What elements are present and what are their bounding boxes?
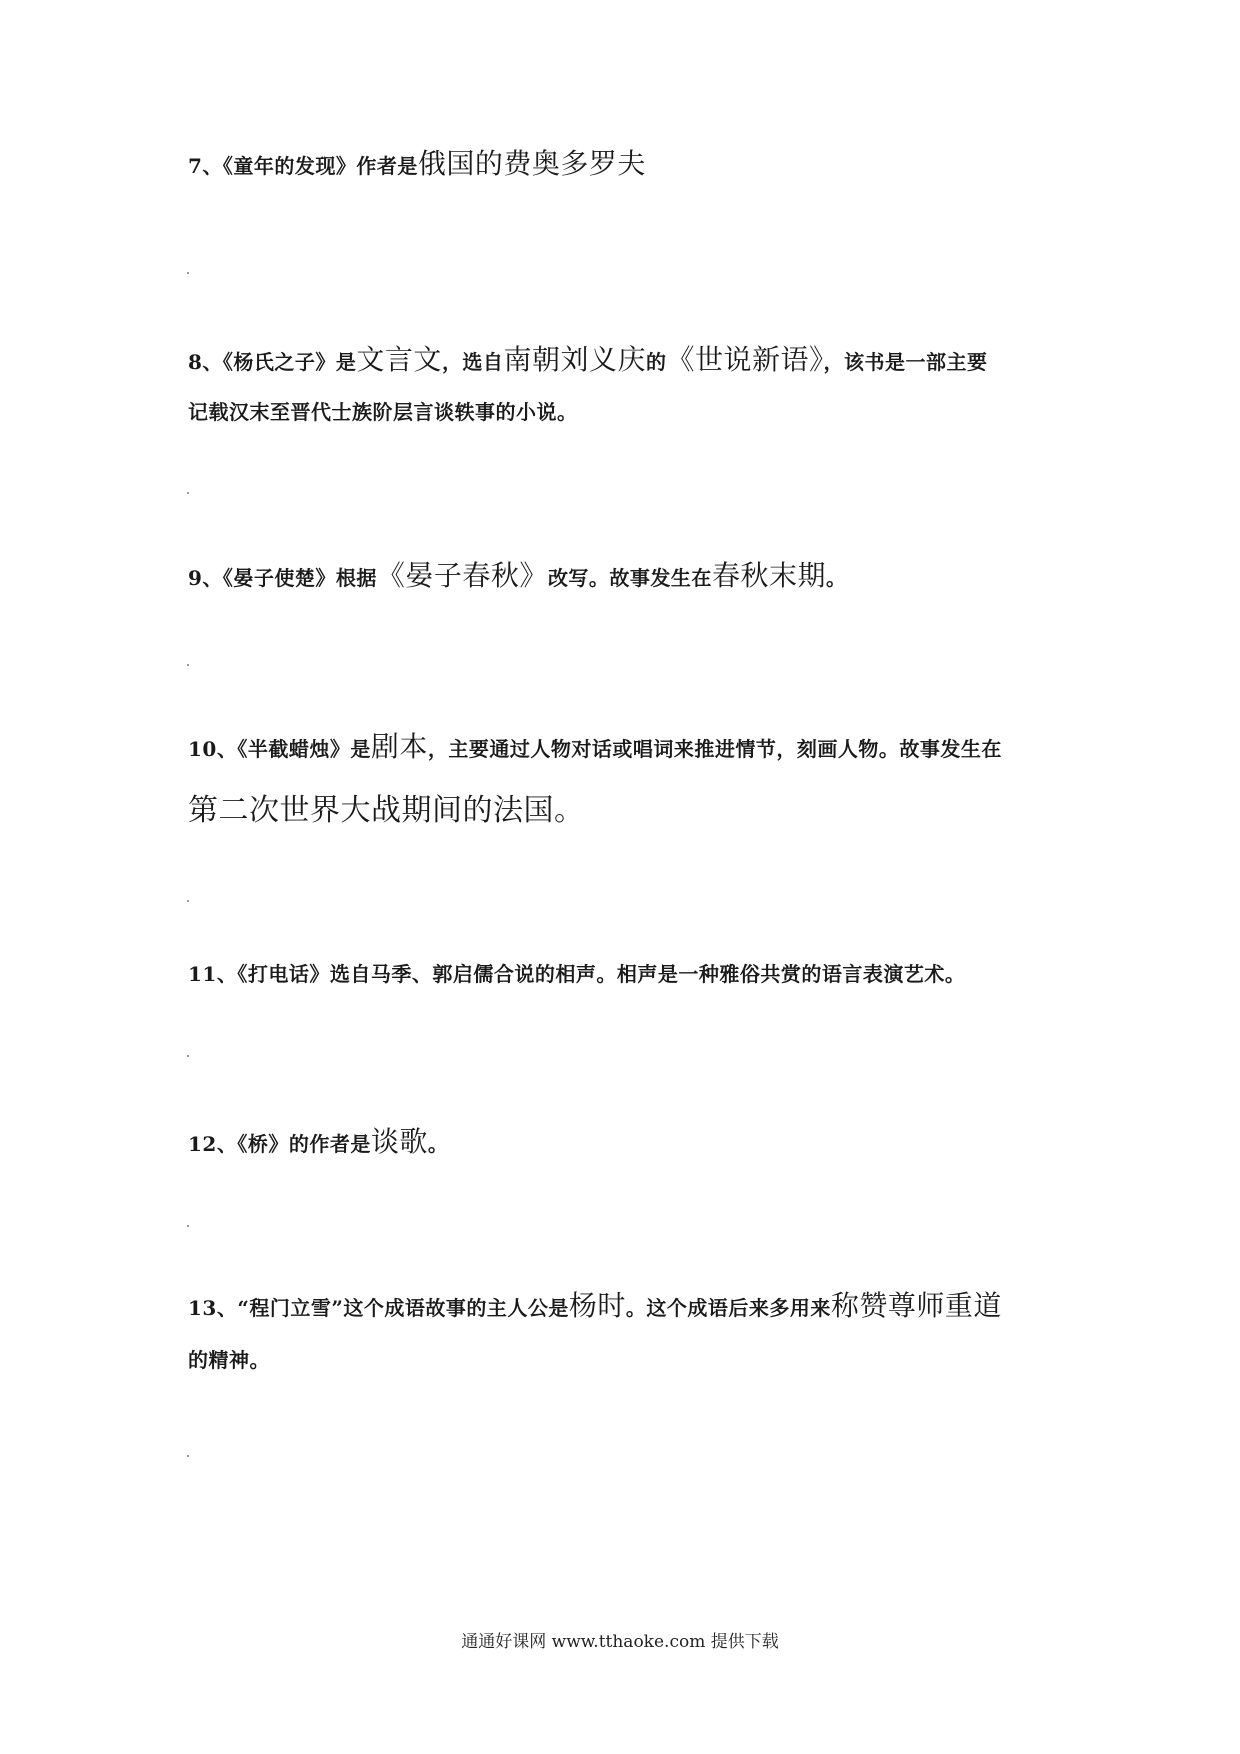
blank-line-marker [187,900,189,902]
item-13-mid1: 。这个成语后来多用来 [625,1296,831,1320]
item-7-prefix: 7、《童年的发现》作者是 [188,154,418,178]
item-8-mid1: ，选自 [441,350,504,374]
blank-line-marker [187,272,189,274]
item-10-prefix: 10、《半截蜡烛》是 [188,737,371,761]
item-9 [188,559,1068,592]
item-7 [188,147,1068,180]
item-11 [188,964,1068,984]
item-12-tail: 。 [427,1132,449,1156]
item-13-meaning: 称赞尊师重道 [830,1289,1002,1322]
item-12 [188,1125,1068,1158]
item-8-tail: ，该书是一部主要 [823,350,988,374]
item-9-period: 春秋末期 [711,559,826,592]
item-8-prefix: 8、《杨氏之子》是 [188,350,357,374]
item-8-genre: 文言文 [356,343,442,376]
item-9-source: 《晏子春秋》 [376,559,548,592]
blank-line-marker [187,664,189,666]
item-13-line-2 [188,1350,1068,1370]
item-12-prefix: 12、《桥》的作者是 [188,1132,371,1156]
item-13 [188,1289,1068,1322]
blank-line-marker [187,1055,189,1057]
item-8-source: 《世说新语》 [666,343,824,376]
item-8-line-2 [188,402,1068,422]
item-13-person: 杨时 [568,1289,626,1322]
item-13-prefix: 13、“程门立雪”这个成语故事的主人公是 [188,1296,569,1320]
item-8-author: 南朝刘义庆 [503,343,646,376]
item-10-genre: 剧本 [370,730,428,763]
item-9-prefix: 9、《晏子使楚》根据 [188,566,377,590]
item-10-tail: ，主要通过人物对话或唱词来推进情节，刻画人物。故事发生在 [427,737,1002,761]
item-10-setting: 第二次世界大战期间的法国 [188,793,554,828]
item-10 [188,730,1068,763]
blank-line-marker [187,1225,189,1227]
item-8-mid2: 的 [645,350,667,374]
item-11-text: 11、《打电话》选自马季、郭启儒合说的相声。相声是一种雅俗共赏的语言表演艺术。 [188,962,966,986]
item-8-line-2-text: 记载汉末至晋代士族阶层言谈轶事的小说。 [188,400,578,424]
blank-line-marker [187,1455,189,1457]
item-8 [188,343,1068,376]
item-10-line-2-end: 。 [554,793,585,828]
item-10-line-2 [188,793,1068,828]
blank-line-marker [187,492,189,494]
item-7-answer: 俄国的费奥多罗夫 [417,147,646,180]
item-9-mid1: 改写。故事发生在 [547,566,712,590]
item-13-line-2-text: 的精神。 [188,1348,270,1372]
page-footer [0,1627,1240,1652]
footer-text: 通通好课网 www.tthaoke.com 提供下载 [461,1632,779,1652]
item-12-author: 谈歌 [370,1125,428,1158]
item-9-tail: 。 [825,566,847,590]
